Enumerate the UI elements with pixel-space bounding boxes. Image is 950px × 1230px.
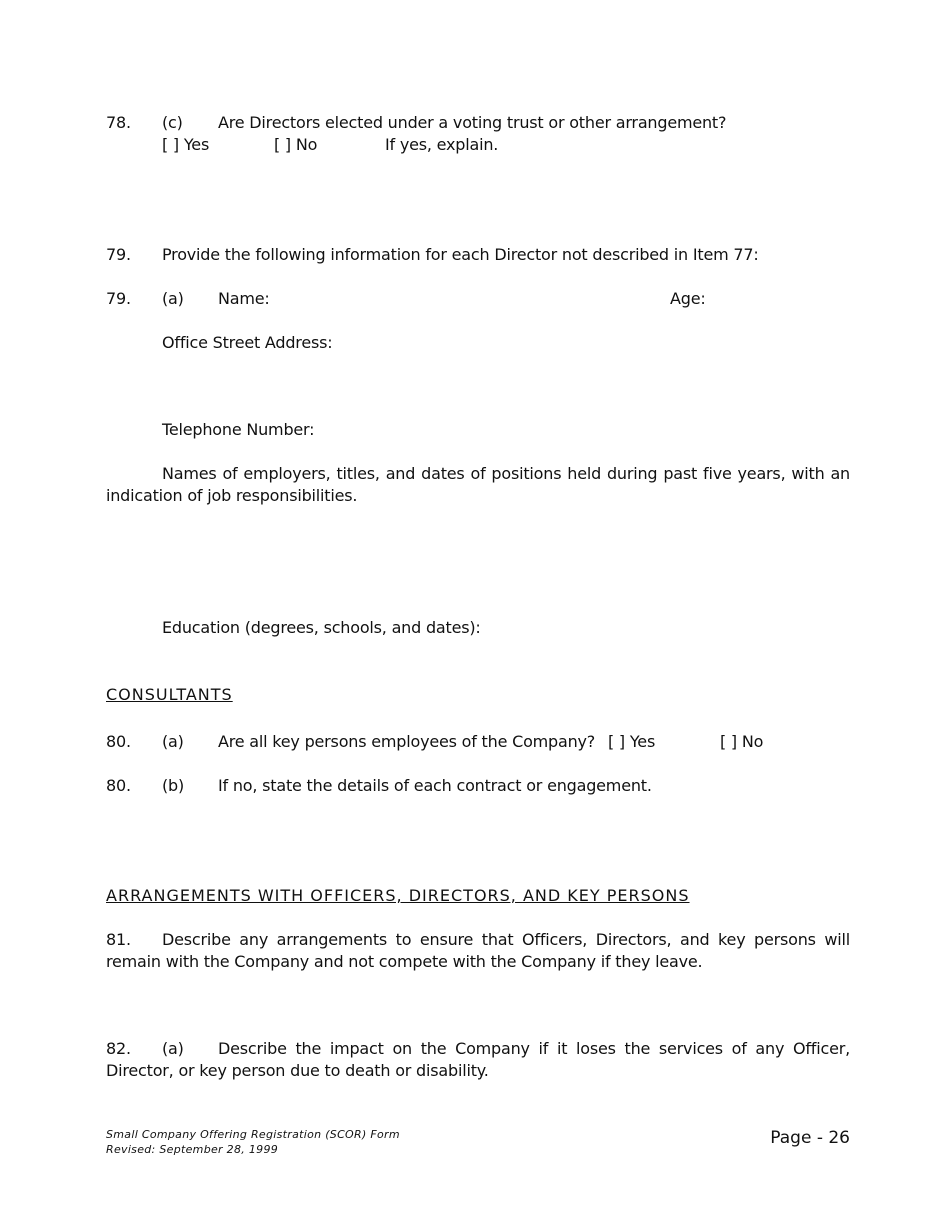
q80b-question: If no, state the details of each contract or engagement. [218,776,652,795]
q82a-sub: (a) [162,1039,184,1058]
q78c-no-checkbox[interactable]: [ ] No [274,135,318,154]
footer-revised: Revised: September 28, 1999 [106,1143,279,1156]
q79a-employers-text: Names of employers, titles, and dates of positions held during past five years, with an indication of job responsibilities. [106,464,850,505]
q80a-number: 80. [106,732,131,751]
q80a-yes-checkbox[interactable]: [ ] Yes [608,732,656,751]
page-number: Page - 26 [770,1128,850,1148]
q82a-number: 82. [106,1039,131,1058]
q81-text: Describe any arrangements to ensure that Officers, Directors, and key persons will remain with the Company and not compete with the Company if they leave. [106,930,850,971]
q80b-sub: (b) [162,776,185,795]
q78c-explain-label: If yes, explain. [385,135,499,154]
consultants-heading: CONSULTANTS [106,685,233,704]
q78c-question: Are Directors elected under a voting trust or other arrangement? [218,113,727,132]
q80a-question: Are all key persons employees of the Company? [218,732,596,751]
q80a-no-checkbox[interactable]: [ ] No [720,732,764,751]
q79a-sub: (a) [162,289,184,308]
q79a-education-label: Education (degrees, schools, and dates): [162,618,481,637]
q80a-sub: (a) [162,732,184,751]
q79a-address-label: Office Street Address: [162,333,333,352]
q78c-sub: (c) [162,113,183,132]
arrangements-heading: ARRANGEMENTS WITH OFFICERS, DIRECTORS, AND KEY PERSONS [106,886,690,905]
q81-number: 81. [106,930,131,949]
q79a-number: 79. [106,289,131,308]
q79a-age-label: Age: [670,289,706,308]
q81-paragraph [106,929,850,973]
q79a-phone-label: Telephone Number: [162,420,315,439]
q80b-number: 80. [106,776,131,795]
q79a-name-label: Name: [218,289,270,308]
footer-form-name: Small Company Offering Registration (SCOR) Form [106,1128,400,1141]
q78c-number: 78. [106,113,131,132]
q82a-paragraph [106,1038,850,1082]
q78c-yes-checkbox[interactable]: [ ] Yes [162,135,210,154]
q79-text: Provide the following information for each Director not described in Item 77: [162,245,759,264]
q82a-text: Describe the impact on the Company if it loses the services of any Officer, Director, or key person due to death or disability. [106,1039,850,1080]
q79-number: 79. [106,245,131,264]
